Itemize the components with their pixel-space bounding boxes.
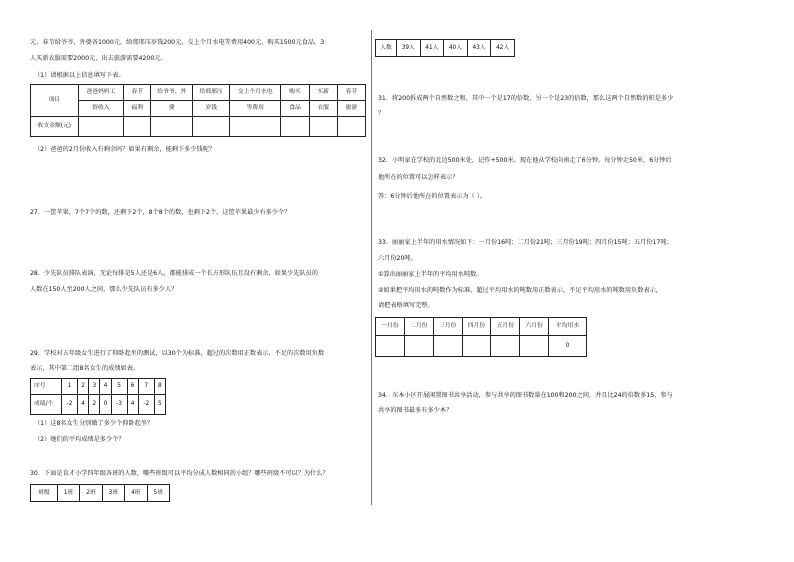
situp-score: 5 — [154, 395, 165, 415]
question-32-answer: 答：6分钟后他所在的位置表示为（ ）。 — [378, 193, 486, 200]
budget-header-lucky-money: 给邢邢压 — [193, 85, 230, 101]
budget-header-food: 购买 — [281, 85, 309, 101]
water-header: 四月份 — [462, 318, 491, 336]
water-header: 平均用水 — [549, 318, 587, 336]
budget-header-income-2: 资收入 — [78, 101, 124, 117]
class-table-cell: 2班 — [80, 485, 102, 502]
situp-score: 0 — [100, 395, 111, 415]
budget-header-grandparents: 给爷爷、外 — [151, 85, 193, 101]
water-value[interactable] — [433, 336, 462, 357]
budget-cell[interactable] — [337, 117, 365, 137]
class-table-cell: 3班 — [102, 485, 124, 502]
situp-number: 8 — [154, 379, 165, 395]
question-34-line-1: 34．东本小区开展闲置图书共享活动，参与共享的图书数量在100和200之间，并且比24的倍数多15，参与 — [378, 392, 673, 399]
question-33-sub2-end: 请把表格填写完整。 — [378, 302, 434, 309]
q29-sub2-label: （2）她们的平均成绩是多少个？ — [34, 436, 125, 443]
situp-score: 4 — [127, 395, 138, 415]
people-table-cell: 42人 — [491, 40, 515, 57]
situp-number: 3 — [89, 379, 100, 395]
people-table-label: 人数 — [376, 40, 397, 57]
column-divider — [371, 30, 372, 505]
people-table-cell: 41人 — [420, 40, 444, 57]
question-33-sub2: ②如果把平均用水的吨数作为标准，超过平均用水的吨数用正数表示，不足平均用水的吨数用负数表示， — [378, 287, 662, 294]
budget-cell[interactable] — [193, 117, 230, 137]
question-31-end: ？ — [378, 110, 385, 117]
people-table-cell: 43人 — [467, 40, 491, 57]
question-28-line-1: 28．少先队员排队表演，无论每排是5人还是6人，都能排成一个长方形队伍且没有剩余，如果少先队员的 — [30, 270, 318, 277]
question-27: 27．一筐苹果，7个7个的数，还剩下2个，8个8个的数，也剩下2个，这筐苹果最少有多少个？ — [30, 209, 291, 216]
situp-header-label: 序号 — [31, 379, 62, 395]
people-table-cell: 40人 — [444, 40, 468, 57]
water-header: 六月份 — [520, 318, 549, 336]
water-table — [375, 317, 587, 357]
budget-cell[interactable] — [78, 117, 124, 137]
situp-score: 2 — [89, 395, 100, 415]
question-29-line-2: 表示，其中第二组8名女生的成绩如表。 — [30, 365, 140, 372]
water-value[interactable] — [404, 336, 433, 357]
situp-number: 6 — [127, 379, 138, 395]
water-value[interactable] — [462, 336, 491, 357]
question-33-line-1: 33．丽丽家上半年的用水情况如下：一月份16吨；二月份21吨；三月份19吨；四月份15吨；五月份17吨； — [378, 239, 673, 246]
question-29-line-1: 29．学校对五年级女生进行了仰卧起坐的测试，以30个为标准，超过的次数用正数表示，不足的次数用负数 — [30, 350, 325, 357]
budget-header-bonus: 春节 — [124, 85, 151, 101]
budget-cell[interactable] — [309, 117, 337, 137]
water-value[interactable] — [491, 336, 520, 357]
situp-score: 4 — [78, 395, 89, 415]
question-28-line-2: 人数在150人至200人之间，那么少先队员有多少人？ — [30, 286, 178, 293]
class-table-label: 班级 — [31, 485, 58, 502]
class-table-cell: 1班 — [57, 485, 79, 502]
water-header: 五月份 — [491, 318, 520, 336]
water-value-average: 0 — [549, 336, 587, 357]
situp-score: -2 — [62, 395, 78, 415]
budget-header-travel-2: 旅游 — [337, 101, 365, 117]
budget-header-item: 项目 — [31, 85, 79, 117]
water-header: 三月份 — [433, 318, 462, 336]
budget-header-travel: 春节 — [337, 85, 365, 101]
people-table-cell: 39人 — [396, 40, 420, 57]
budget-header-lucky-money-2: 岁钱 — [193, 101, 230, 117]
situp-score: -2 — [138, 395, 154, 415]
question-30: 30．下面是育才小学四年级各班的人数，哪些班级可以平均分成人数相同的小组？哪些班级不可以？为什么？ — [30, 470, 329, 477]
q26-sub1-label: （1）请根据以上信息填写下表。 — [34, 72, 125, 79]
situp-number: 1 — [62, 379, 78, 395]
situp-table — [30, 378, 166, 415]
class-table — [30, 484, 170, 502]
budget-header-income: 爸爸妈妈工 — [78, 85, 124, 101]
budget-table — [30, 84, 366, 137]
question-31: 31．将200拆成两个自然数之和，其中一个是17的倍数，另一个是23的倍数，那么这两个自然数的积是多少 — [378, 95, 674, 102]
q29-sub1-label: （1）这8名女生分别做了多少个仰卧起坐？ — [34, 420, 154, 427]
budget-header-food-2: 食品 — [281, 101, 309, 117]
water-header: 一月份 — [376, 318, 405, 336]
question-34-line-2: 共享的图书最多有多少本？ — [378, 407, 453, 414]
situp-score-label: 成绩/个 — [31, 395, 62, 415]
intro-line-1: 元。春节给爷爷、外婆各1000元，给邢邢压岁钱200元，交上个月水电等费用400元，购买1500元食品，3 — [30, 39, 325, 46]
budget-header-bonus-2: 福利 — [124, 101, 151, 117]
intro-line-2: 人买新衣服需要2000元，出去旅游需要4200元。 — [30, 55, 167, 62]
water-value[interactable] — [520, 336, 549, 357]
budget-header-utilities: 交上个月水电 — [230, 85, 281, 101]
budget-cell[interactable] — [151, 117, 193, 137]
question-33-line-2: 六月份20吨。 — [378, 255, 417, 262]
people-table — [375, 39, 515, 57]
water-header: 二月份 — [404, 318, 433, 336]
question-32-line-2: 他所在的位置可以怎样表示？ — [378, 174, 459, 181]
budget-cell[interactable] — [281, 117, 309, 137]
situp-score: -3 — [111, 395, 127, 415]
budget-header-clothes: 买新 — [309, 85, 337, 101]
situp-number: 7 — [138, 379, 154, 395]
budget-cell[interactable] — [230, 117, 281, 137]
question-33-sub1: ①算出丽丽家上半年的平均用水吨数。 — [378, 271, 483, 278]
budget-amount-label: 收支金额(元) — [31, 117, 79, 137]
q26-sub2-label: （2）爸爸的2月份收入有剩余吗？如果有剩余，能剩下多少钱呢？ — [34, 146, 216, 153]
question-32-line-1: 32．小明家在学校的北边500米处，记作+500米。现在他从学校向南走了6分钟，每分钟走50米，6分钟后 — [378, 157, 672, 164]
budget-header-grandparents-2: 婆 — [151, 101, 193, 117]
situp-number: 5 — [111, 379, 127, 395]
situp-number: 2 — [78, 379, 89, 395]
class-table-cell: 4班 — [125, 485, 147, 502]
budget-header-utilities-2: 等费用 — [230, 101, 281, 117]
budget-cell[interactable] — [124, 117, 151, 137]
situp-number: 4 — [100, 379, 111, 395]
water-value[interactable] — [376, 336, 405, 357]
budget-header-clothes-2: 衣服 — [309, 101, 337, 117]
class-table-cell: 5班 — [147, 485, 169, 502]
